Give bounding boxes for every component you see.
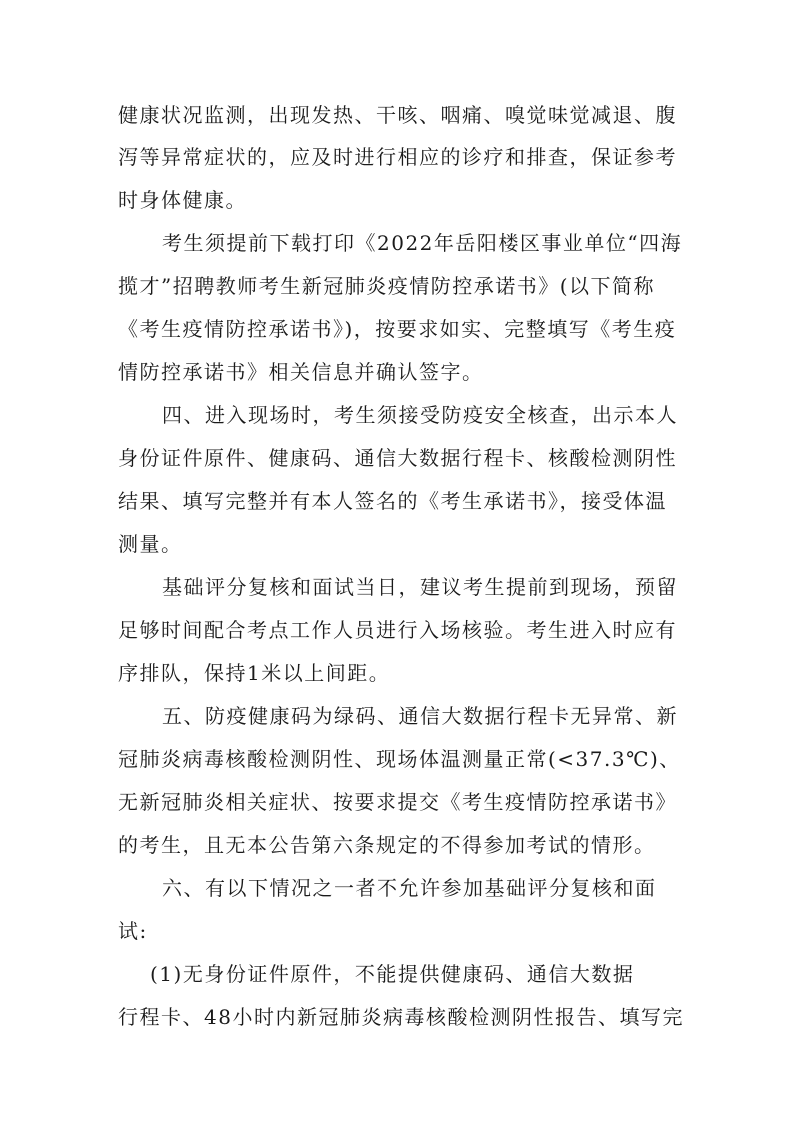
text-line: 《考生疫情防控承诺书》)，按要求如实、完整填写《考生疫 [118, 317, 677, 341]
text-line: 冠肺炎病毒核酸检测阴性、现场体温测量正常(<37.3℃)、 [118, 747, 681, 771]
text-line: (1)无身份证件原件，不能提供健康码、通信大数据 [150, 962, 635, 986]
text-line: 序排队，保持1米以上间距。 [118, 661, 391, 685]
text-line: 行程卡、48小时内新冠肺炎病毒核酸检测阴性报告、填写完 [118, 1005, 684, 1029]
text-line: 试: [118, 919, 148, 943]
text-line: 身份证件原件、健康码、通信大数据行程卡、核酸检测阴性 [118, 446, 677, 470]
text-line: 的考生，且无本公告第六条规定的不得参加考试的情形。 [118, 833, 656, 857]
text-line: 结果、填写完整并有本人签名的《考生承诺书》，接受体温 [118, 489, 667, 513]
text-line: 五、防疫健康码为绿码、通信大数据行程卡无异常、新 [162, 704, 678, 728]
text-line: 考生须提前下载打印《2022年岳阳楼区事业单位“四海 [162, 231, 683, 255]
text-line: 泻等异常症状的，应及时进行相应的诊疗和排查，保证参考 [118, 145, 677, 169]
text-line: 测量。 [118, 532, 183, 556]
text-line: 基础评分复核和面试当日，建议考生提前到现场，预留 [162, 575, 678, 599]
text-line: 情防控承诺书》相关信息并确认签字。 [118, 360, 484, 384]
text-line: 时身体健康。 [118, 188, 247, 212]
text-line: 六、有以下情况之一者不允许参加基础评分复核和面 [162, 876, 657, 900]
text-line: 无新冠肺炎相关症状、按要求提交《考生疫情防控承诺书》 [118, 790, 677, 814]
text-line: 健康状况监测，出现发热、干咳、咽痛、嗅觉味觉减退、腹 [118, 103, 677, 127]
text-line: 四、进入现场时，考生须接受防疫安全核查，出示本人 [162, 403, 678, 427]
text-line: 足够时间配合考点工作人员进行入场核验。考生进入时应有 [118, 618, 677, 642]
text-line: 揽才”招聘教师考生新冠肺炎疫情防控承诺书》(以下简称 [118, 274, 656, 298]
